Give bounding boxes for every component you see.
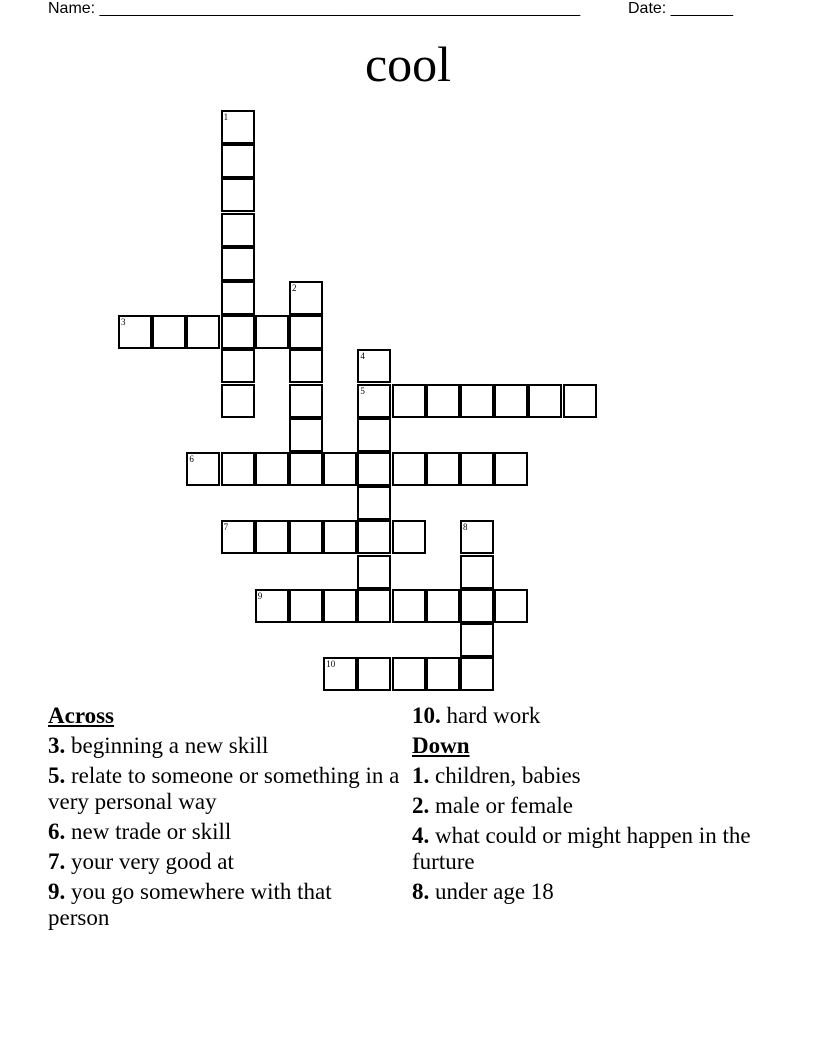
clue-number: 4 — [360, 351, 365, 362]
crossword-cell[interactable] — [323, 452, 357, 486]
puzzle-title: cool — [364, 36, 452, 92]
crossword-cell[interactable] — [221, 349, 255, 383]
crossword-cell[interactable] — [426, 657, 460, 691]
crossword-cell[interactable] — [392, 520, 426, 554]
crossword-cell[interactable] — [289, 589, 323, 623]
crossword-cell[interactable] — [289, 520, 323, 554]
crossword-cell[interactable] — [357, 520, 391, 554]
crossword-cell[interactable] — [460, 589, 494, 623]
crossword-cell[interactable] — [186, 315, 220, 349]
crossword-cell[interactable] — [255, 520, 289, 554]
crossword-cell[interactable] — [255, 452, 289, 486]
crossword-cell[interactable] — [426, 452, 460, 486]
crossword-cell[interactable] — [460, 452, 494, 486]
clue-across-7: 7. your very good at — [48, 849, 234, 874]
crossword-cell[interactable] — [460, 623, 494, 657]
crossword-cell[interactable] — [289, 349, 323, 383]
crossword-cell[interactable] — [357, 384, 391, 418]
clue-number: 3 — [121, 317, 126, 328]
crossword-cell[interactable] — [221, 520, 255, 554]
crossword-cell[interactable] — [460, 555, 494, 589]
clue-across-3: 3. beginning a new skill — [48, 733, 269, 758]
crossword-cell[interactable] — [221, 110, 255, 144]
crossword-cell[interactable] — [289, 418, 323, 452]
crossword-cell[interactable] — [357, 418, 391, 452]
crossword-cell[interactable] — [494, 452, 528, 486]
crossword-cell[interactable] — [460, 520, 494, 554]
crossword-cell[interactable] — [289, 281, 323, 315]
down-heading: Down — [412, 733, 470, 758]
clue-number: 6 — [189, 454, 194, 464]
crossword-cell[interactable] — [392, 384, 426, 418]
crossword-cell[interactable] — [426, 589, 460, 623]
crossword-cell[interactable] — [357, 657, 391, 691]
clue-across-9: 9. you go somewhere with that person — [48, 879, 332, 930]
crossword-cell[interactable] — [289, 384, 323, 418]
crossword-cell[interactable] — [392, 589, 426, 623]
clue-number: 5 — [360, 385, 365, 396]
crossword-cell[interactable] — [255, 589, 289, 623]
crossword-cell[interactable] — [221, 247, 255, 281]
crossword-cell[interactable] — [221, 315, 255, 349]
crossword-cell[interactable] — [426, 384, 460, 418]
crossword-cell[interactable] — [323, 589, 357, 623]
crossword-cell[interactable] — [460, 384, 494, 418]
clue-number: 7 — [223, 522, 229, 533]
crossword-cell[interactable] — [323, 520, 357, 554]
crossword-cell[interactable] — [186, 452, 220, 486]
crossword-cell[interactable] — [357, 555, 391, 589]
crossword-cell[interactable] — [357, 349, 391, 383]
crossword-cell[interactable] — [221, 452, 255, 486]
crossword-cell[interactable] — [289, 452, 323, 486]
crossword-cell[interactable] — [221, 281, 255, 315]
crossword-cell[interactable] — [494, 589, 528, 623]
crossword-cell[interactable] — [221, 213, 255, 247]
clue-number: 2 — [292, 283, 297, 293]
clue-number: 9 — [257, 590, 263, 601]
clue-across-10: 10. hard work — [412, 703, 541, 728]
clue-down-1: 1. children, babies — [412, 763, 581, 788]
crossword-cell[interactable] — [289, 315, 323, 349]
clue-down-2: 2. male or female — [412, 793, 573, 818]
crossword-cell[interactable] — [563, 384, 597, 418]
clue-across-5: 5. relate to someone or something in a very personal way — [48, 763, 400, 814]
clues-right-column — [412, 703, 752, 909]
clues-left-column — [48, 703, 408, 935]
crossword-cell[interactable] — [221, 178, 255, 212]
crossword-cell[interactable] — [357, 589, 391, 623]
clue-number: 8 — [463, 522, 468, 533]
crossword-cell[interactable] — [357, 452, 391, 486]
crossword-cell[interactable] — [255, 315, 289, 349]
clue-number: 1 — [223, 112, 229, 122]
name-field[interactable]: Name: ______________________________________________________ — [48, 0, 581, 17]
crossword-cell[interactable] — [118, 315, 152, 349]
crossword-cell[interactable] — [392, 657, 426, 691]
clue-across-6: 6. new trade or skill — [48, 819, 232, 844]
clue-down-8: 8. under age 18 — [412, 879, 554, 904]
clue-number: 10 — [326, 659, 336, 670]
crossword-cell[interactable] — [494, 384, 528, 418]
across-heading: Across — [48, 703, 115, 728]
crossword-cell[interactable] — [460, 657, 494, 691]
crossword-cell[interactable] — [528, 384, 562, 418]
crossword-cell[interactable] — [392, 452, 426, 486]
crossword-cell[interactable] — [221, 384, 255, 418]
crossword-cell[interactable] — [152, 315, 186, 349]
date-field[interactable]: Date: _______ — [628, 0, 733, 17]
crossword-cell[interactable] — [323, 657, 357, 691]
crossword-cell[interactable] — [221, 144, 255, 178]
clue-down-4: 4. what could or might happen in the furture — [412, 823, 751, 874]
crossword-cell[interactable] — [357, 486, 391, 520]
